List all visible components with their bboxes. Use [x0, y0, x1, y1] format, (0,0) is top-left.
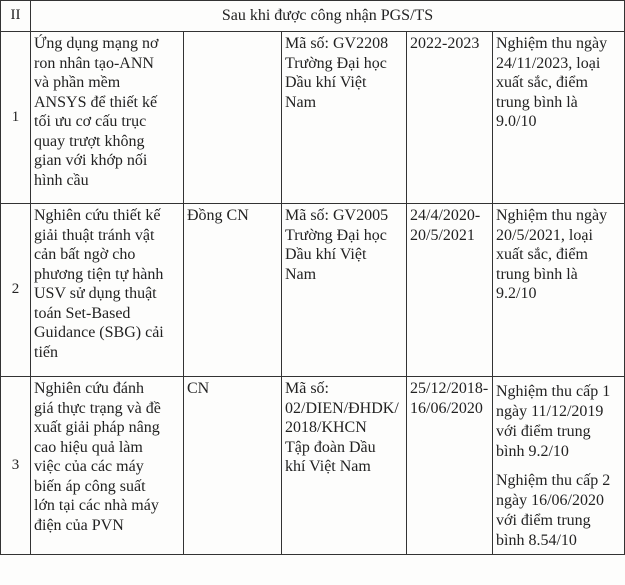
- project-code-line: Mã số: GV2005: [285, 207, 389, 224]
- project-name-cell: [31, 377, 184, 555]
- project-name-line: Ứng dụng mạng nơ: [34, 35, 159, 52]
- project-name-line: biến áp công suất: [34, 477, 146, 495]
- project-name-line: tiến: [34, 343, 58, 361]
- role-cell: [184, 32, 282, 204]
- role-cell: CN: [184, 377, 282, 555]
- result-line: ngày 16/06/2020: [496, 492, 604, 509]
- project-code-line: Dầu khí Việt: [285, 246, 367, 263]
- result-line: ngày 11/12/2019: [496, 403, 604, 420]
- project-code-line: khí Việt Nam: [285, 458, 371, 475]
- result-line: 9.2/10: [496, 285, 537, 302]
- project-name-line: quay trượt không: [34, 132, 145, 150]
- row-number: 1: [1, 32, 31, 204]
- time-cell: [407, 32, 493, 204]
- project-name-line: cao hiệu quả làm: [34, 438, 143, 456]
- table-row: [1, 204, 625, 377]
- project-code-line: 02/DIEN/ĐHDK/: [285, 399, 399, 417]
- result-line: Nghiệm thu cấp 1: [496, 383, 611, 400]
- project-name-line: giá thực trạng và đề: [34, 399, 161, 417]
- result-block: [496, 382, 622, 462]
- result-line: bình 9.2/10: [496, 443, 569, 460]
- result-line: trung bình là: [496, 265, 578, 283]
- project-name-line: điện của PVN: [34, 516, 124, 534]
- result-line: Nghiệm thu cấp 2: [496, 472, 611, 489]
- project-name-line: phương tiện tự hành: [34, 265, 164, 283]
- result-line: 24/11/2023, loại: [496, 54, 601, 72]
- project-name-line: và phần mềm: [34, 74, 121, 91]
- result-spacer: [496, 462, 622, 468]
- result-cell: [493, 377, 625, 555]
- project-name-line: USV sử dụng thuật: [34, 285, 157, 302]
- result-line: xuất sắc, điểm: [496, 246, 588, 263]
- time-line: 16/06/2020: [410, 399, 483, 417]
- section-number: II: [1, 1, 31, 32]
- row-number: 2: [1, 204, 31, 377]
- result-line: xuất sắc, điểm: [496, 74, 588, 91]
- result-block: [496, 471, 622, 551]
- result-line: với điểm trung: [496, 512, 591, 529]
- project-code-line: Nam: [285, 265, 317, 283]
- result-line: 20/5/2021, loại: [496, 226, 593, 244]
- time-cell: [407, 377, 493, 555]
- project-name-line: Nghiên cứu đánh: [34, 380, 144, 397]
- project-code-line: 2018/KHCN: [285, 419, 367, 436]
- project-name-line: ron nhân tạo-ANN: [34, 54, 154, 72]
- result-cell: [493, 32, 625, 204]
- project-code-line: Mã số: GV2208: [285, 35, 389, 52]
- project-name-line: cản bất ngờ cho: [34, 246, 136, 263]
- time-cell: [407, 204, 493, 377]
- project-name-line: Nghiên cứu thiết kế: [34, 207, 161, 224]
- result-line: Nghiệm thu ngày: [496, 207, 608, 224]
- project-code-cell: [282, 32, 407, 204]
- project-code-line: Dầu khí Việt: [285, 74, 367, 91]
- result-line: 9.0/10: [496, 113, 537, 130]
- project-name-line: hình cầu: [34, 171, 89, 189]
- time-line: 24/4/2020-: [410, 207, 481, 224]
- table-row: [1, 32, 625, 204]
- project-code-line: Mã số:: [285, 380, 329, 397]
- project-name-line: lớn tại các nhà máy: [34, 497, 159, 514]
- time-line: 2022-2023: [410, 35, 480, 52]
- section-header-row: [1, 1, 625, 32]
- role-cell: Đồng CN: [184, 204, 282, 377]
- time-line: 25/12/2018-: [410, 380, 489, 397]
- project-code-cell: [282, 204, 407, 377]
- project-name-cell: [31, 204, 184, 377]
- project-name-line: tối ưu cơ cấu trục: [34, 113, 147, 130]
- table-row: [1, 377, 625, 555]
- project-name-line: việc của các máy: [34, 458, 144, 475]
- result-line: với điểm trung: [496, 423, 591, 440]
- result-line: bình 8.54/10: [496, 532, 577, 549]
- project-name-line: ANSYS để thiết kế: [34, 93, 158, 111]
- project-code-line: Tập đoàn Dầu: [285, 438, 376, 456]
- time-line: 20/5/2021: [410, 226, 475, 244]
- project-code-cell: [282, 377, 407, 555]
- result-line: trung bình là: [496, 93, 578, 111]
- project-name-line: gian với khớp nối: [34, 152, 148, 169]
- section-title: Sau khi được công nhận PGS/TS: [31, 1, 625, 32]
- project-name-line: Guidance (SBG) cải: [34, 324, 164, 341]
- project-name-cell: [31, 32, 184, 204]
- row-number: 3: [1, 377, 31, 555]
- project-code-line: Nam: [285, 93, 317, 111]
- project-name-line: giải thuật tránh vật: [34, 226, 155, 244]
- project-code-line: Trường Đại học: [285, 54, 387, 72]
- project-name-line: toán Set-Based: [34, 304, 131, 322]
- project-name-line: xuất giải pháp nâng: [34, 419, 160, 436]
- result-line: Nghiệm thu ngày: [496, 35, 608, 52]
- result-cell: [493, 204, 625, 377]
- project-code-line: Trường Đại học: [285, 226, 387, 244]
